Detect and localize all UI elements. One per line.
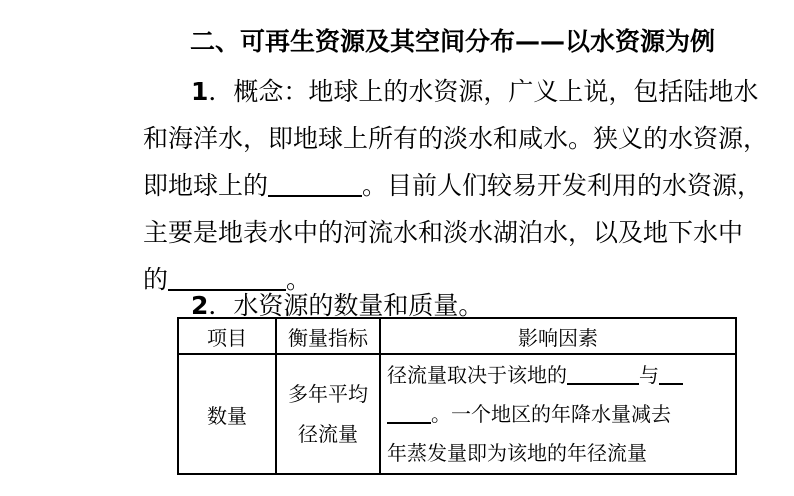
concept-line-1 (143, 68, 759, 115)
factor-text-a: 径流量取决于该地的 (387, 362, 567, 387)
concept-line-4: 主要是地表水中的河流水和淡水湖泊水，以及地下水中 (143, 218, 744, 247)
table-header-row (178, 318, 736, 354)
concept-text-5b: 。 (286, 265, 312, 294)
table-row (178, 354, 736, 474)
concept-text-5a: 的 (143, 265, 169, 294)
factor-text-d: 年蒸发量即为该地的年径流量 (387, 440, 647, 465)
header-factors: 影响因素 (380, 318, 736, 354)
concept-text-3b: 。目前人们较易开发利用的水资源， (362, 171, 763, 200)
fill-blank-1[interactable] (268, 169, 362, 197)
concept-text-3a: 即地球上的 (143, 171, 269, 200)
section-heading: 二、可再生资源及其空间分布——以水资源为例 (190, 27, 716, 56)
fill-blank-4b[interactable] (387, 402, 431, 424)
water-resource-table (177, 317, 737, 475)
fill-blank-4a[interactable] (659, 363, 683, 385)
cell-factors (380, 354, 736, 474)
header-item: 项目 (178, 318, 276, 354)
metric-line-1: 多年平均 (288, 382, 368, 406)
section-2-label: ．水资源的数量和质量。 (208, 291, 484, 320)
cell-metric (276, 354, 380, 474)
factor-text-c: 。一个地区的年降水量减去 (431, 401, 671, 426)
concept-text-1: ．概念：地球上的水资源，广义上说，包括陆地水 (208, 77, 759, 106)
header-metric: 衡量指标 (276, 318, 380, 354)
concept-line-2: 和海洋水，即地球上所有的淡水和咸水。狭义的水资源， (143, 124, 769, 153)
concept-paragraph (143, 68, 769, 303)
concept-line-3 (143, 162, 763, 209)
factor-text-b: 与 (639, 362, 659, 387)
fill-blank-3[interactable] (567, 363, 639, 385)
cell-item: 数量 (178, 354, 276, 474)
concept-number: 1 (191, 77, 209, 106)
section-2-number: 2 (191, 291, 209, 320)
metric-line-2: 径流量 (298, 422, 358, 446)
